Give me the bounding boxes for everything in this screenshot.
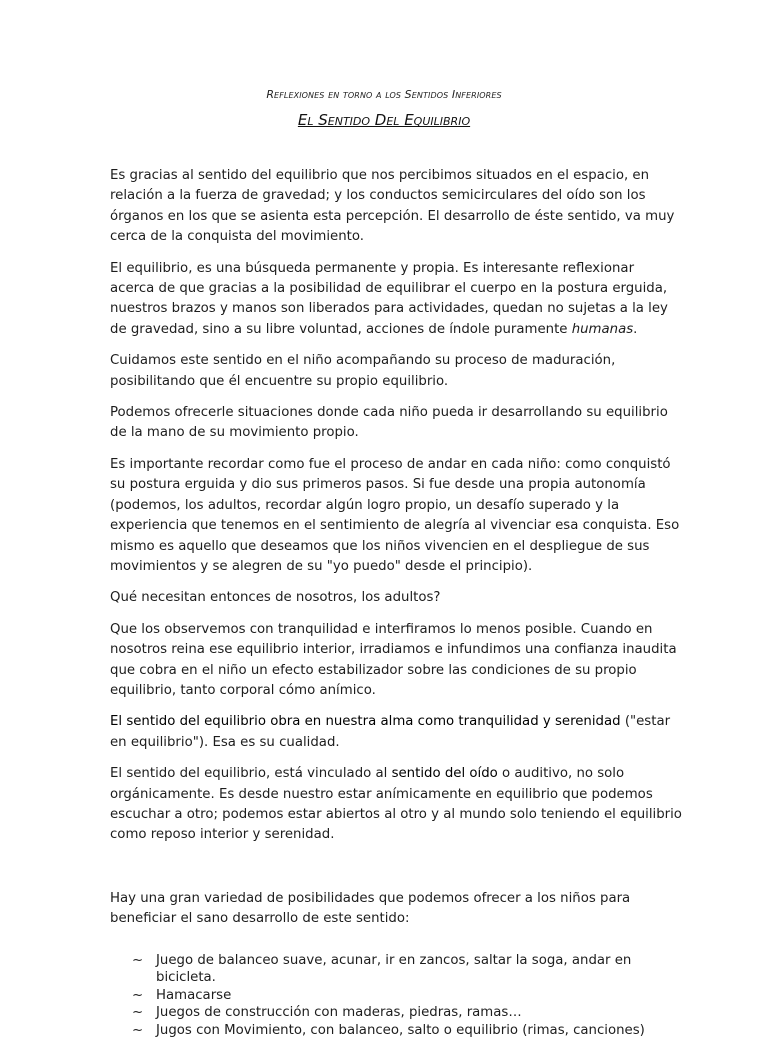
list-item-text: Juego de balanceo suave, acunar, ir en zancos, saltar la soga, andar en bicicleta.	[156, 952, 632, 986]
paragraph-4: Podemos ofrecerle situaciones donde cada niño pueda ir desarrollando su equilibrio de la mano de su movimiento propio.	[110, 405, 668, 441]
paragraph-8-text: ("estar en equilibrio"). Esa es su cualidad.	[110, 714, 671, 750]
document-subtitle: Reflexiones en torno a los Sentidos Inferiores	[266, 88, 502, 101]
paragraph-10: Hay una gran variedad de posibilidades que podemos ofrecer a los niños para beneficiar el sano desarrollo de este sentido:	[110, 890, 631, 927]
tilde-bullet-icon: ~	[132, 987, 144, 1003]
list-item	[132, 1004, 682, 1022]
document-title: El Sentido Del Equilibrio	[297, 111, 471, 129]
tilde-bullet-icon: ~	[132, 1022, 144, 1038]
paragraph-2	[110, 259, 682, 341]
list-item	[132, 987, 682, 1005]
list-item	[132, 1022, 682, 1040]
tilde-bullet-icon: ~	[132, 952, 144, 968]
list-item-text: Jugos con Movimiento, con balanceo, salto o equilibrio (rimas, canciones)	[156, 1022, 645, 1038]
activities-list	[132, 952, 682, 1040]
paragraph-8	[110, 712, 682, 753]
document-body	[110, 166, 682, 1040]
list-item	[132, 952, 682, 987]
tilde-bullet-icon: ~	[132, 1005, 144, 1021]
paragraph-9	[110, 764, 682, 846]
paragraph-8-highlight: El sentido del equilibrio obra en nuestra alma como tranquilidad y serenidad	[110, 714, 621, 730]
paragraph-6: Qué necesitan entonces de nosotros, los adultos?	[110, 590, 441, 606]
list-item-text: Juegos de construcción con maderas, piedras, ramas…	[156, 1005, 522, 1021]
paragraph-2-end: .	[633, 321, 638, 337]
list-item-text: Hamacarse	[156, 987, 232, 1003]
paragraph-2-text: El equilibrio, es una búsqueda permanente y propia. Es interesante reflexionar acerca de que gracias a la posibilidad de equilibrar el cuerpo en la postura erguida, nuestros brazos y manos son liberados para actividades, quedan no sujetas a la ley de gravedad, sino a su libre voluntad, acciones de índole puramente	[110, 260, 668, 337]
paragraph-2-emphasis: humanas	[571, 321, 634, 337]
paragraph-7: Que los observemos con tranquilidad e interfiramos lo menos posible. Cuando en nosotros reina ese equilibrio interior, irradiamos e infundimos una confianza inaudita que cobra en el niño un efecto estabilizador sobre las condiciones de su propio equilibrio, tanto corporal cómo anímico.	[110, 621, 677, 698]
paragraph-5: Es importante recordar como fue el proceso de andar en cada niño: como conquistó su postura erguida y dio sus primeros pasos. Si fue desde una propia autonomía (podemos, los adultos, recordar algún logro propio, un desafío superado y la experiencia que tenemos en el sentimiento de alegría al vivenciar esa conquista. Eso mismo es aquello que deseamos que los niños vivencien en el despliegue de sus movimientos y se alegren de su "yo puedo" desde el principio).	[110, 456, 680, 574]
paragraph-9-text: El sentido del equilibrio, está vinculado al	[110, 766, 392, 782]
paragraph-9-end: o auditivo, no solo orgánicamente. Es desde nuestro estar anímicamente en equilibrio que podemos escuchar a otro; podemos estar abiertos al otro y al mundo solo teniendo el equilibrio como reposo interior y serenidad.	[110, 766, 682, 843]
paragraph-9-highlight: sentido del oído	[391, 766, 498, 782]
paragraph-1: Es gracias al sentido del equilibrio que nos percibimos situados en el espacio, en relación a la fuerza de gravedad; y los conductos semicirculares del oído son los órganos en los que se asienta esta percepción. El desarrollo de éste sentido, va muy cerca de la conquista del movimiento.	[110, 168, 675, 245]
paragraph-3: Cuidamos este sentido en el niño acompañando su proceso de maduración, posibilitando que él encuentre su propio equilibrio.	[110, 353, 616, 389]
